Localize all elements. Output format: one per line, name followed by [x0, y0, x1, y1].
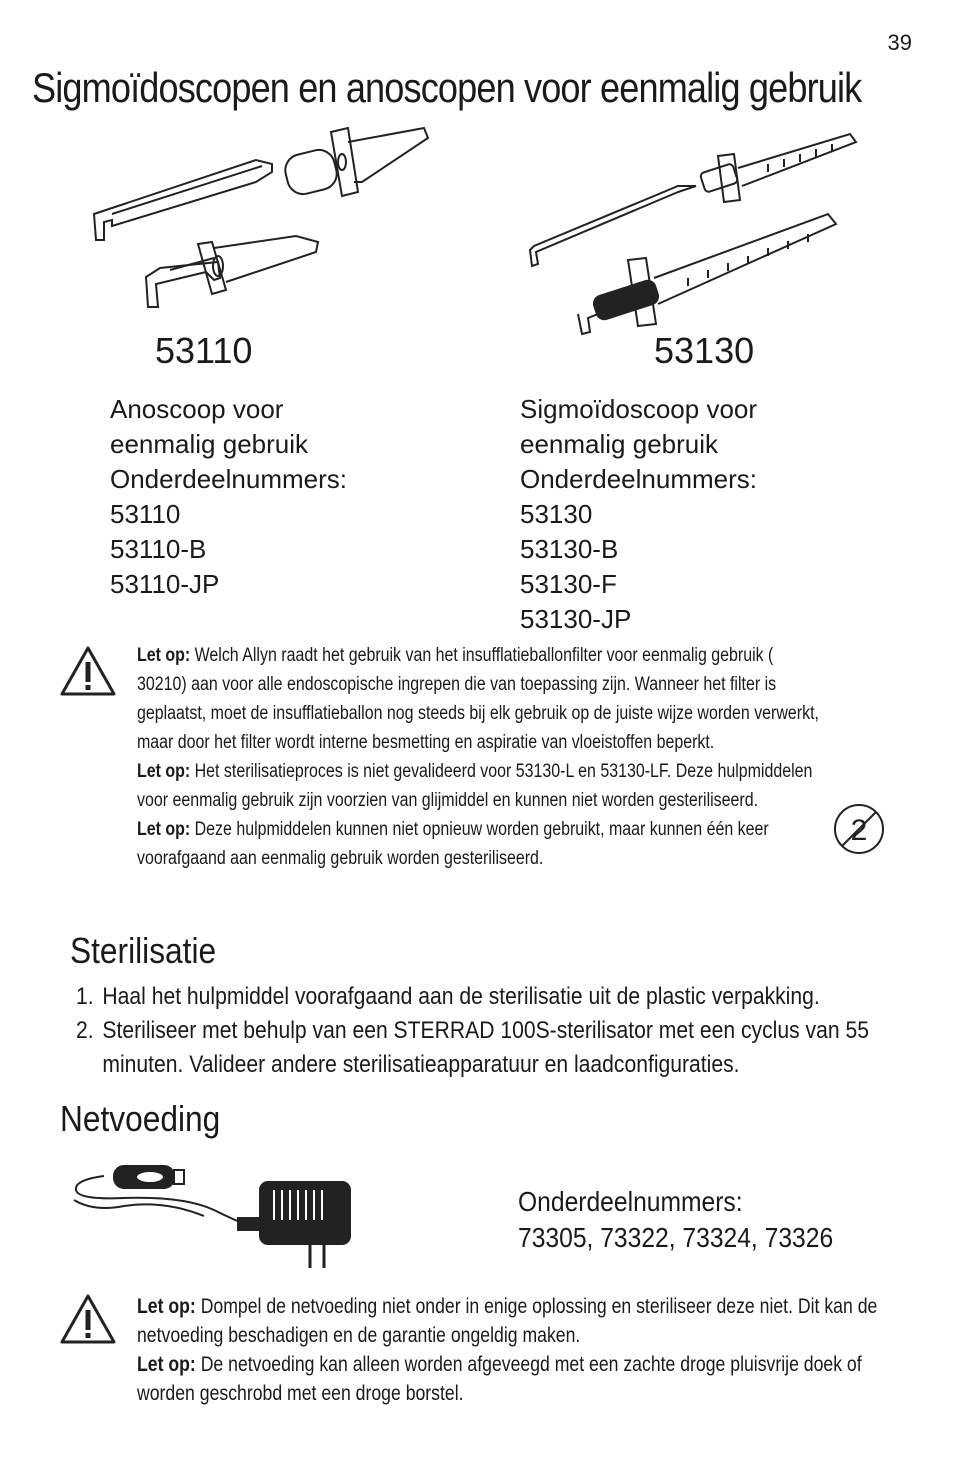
caution-notes-bottom [137, 1292, 893, 1408]
part-line: 53130-B [520, 534, 619, 564]
part-line: Onderdeelnummers: [110, 464, 347, 494]
model-53110: 53110 [155, 330, 253, 371]
part-line: Anoscoop voor [110, 394, 284, 424]
sigmoidoscope-part-list [520, 392, 757, 637]
model-53130: 53130 [654, 330, 755, 371]
power-adapter-illustration [64, 1160, 364, 1270]
caution-note: Let op: Deze hulpmiddelen kunnen niet opnieuw worden gebruikt, maar kunnen één keer voorafgaand aan eenmalig gebruik worden gesteriliseerd. [137, 819, 769, 869]
power-supply-heading: Netvoeding [60, 1098, 221, 1139]
page-number: 39 [887, 30, 912, 55]
part-line: 53130-JP [520, 604, 632, 634]
parts-label: Onderdeelnummers: [518, 1186, 743, 1217]
sterilisation-steps [76, 980, 921, 1082]
warning-icon [58, 1292, 118, 1346]
page-title: Sigmoïdoscopen en anoscopen voor eenmalig gebruik [32, 64, 862, 111]
list-item: 2. Steriliseer met behulp van een STERRAD 100S-sterilisator met een cyclus van 55 minuten. Valideer andere sterilisatieapparatuur en laadconfiguraties. [76, 1017, 869, 1078]
caution-note: Let op: Dompel de netvoeding niet onder in enige oplossing en steriliseer deze niet. Dit kan de netvoeding beschadigen en de garantie ongeldig maken. [137, 1295, 878, 1347]
part-line: 53110-JP [110, 569, 220, 599]
warning-icon [58, 644, 118, 698]
caution-note: Let op: Welch Allyn raadt het gebruik van het insufflatieballonfilter voor eenmalig gebruik ( 30210) aan voor alle endoscopische ingrepen die van toepassing zijn. Wanneer het filter is geplaatst, moet de insufflatieballon nog steeds bij elk gebruik op de juiste wijze worden verwerkt, maar door het filter wordt interne besmetting en aspiratie van vloeistoffen beperkt. [137, 645, 819, 753]
parts-values: 73305, 73322, 73324, 73326 [518, 1222, 834, 1253]
part-line: Onderdeelnummers: [520, 464, 757, 494]
anoscope-part-list [110, 392, 347, 602]
part-line: eenmalig gebruik [520, 429, 719, 459]
caution-notes-top [137, 641, 826, 873]
svg-text:2: 2 [850, 814, 868, 847]
caution-note: Let op: Het sterilisatieproces is niet gevalideerd voor 53130-L en 53130-LF. Deze hulpmiddelen voor eenmalig gebruik zijn voorzien van glijmiddel en kunnen niet worden gesteriliseerd. [137, 761, 813, 811]
part-line: 53130-F [520, 569, 617, 599]
part-line: eenmalig gebruik [110, 429, 309, 459]
part-line: 53130 [520, 499, 593, 529]
anoscope-illustration [86, 122, 436, 312]
part-line: Sigmoïdoscoop voor [520, 394, 758, 424]
sterilisation-heading: Sterilisatie [70, 930, 217, 971]
list-item: 1. Haal het hulpmiddel voorafgaand aan de sterilisatie uit de plastic verpakking. [76, 983, 820, 1010]
sigmoidoscope-illustration [528, 128, 858, 348]
do-not-resterilize-icon [832, 802, 886, 856]
power-supply-parts [518, 1184, 833, 1256]
part-line: 53110 [110, 499, 181, 529]
caution-note: Let op: De netvoeding kan alleen worden afgeveegd met een zachte droge pluisvrije doek of worden geschrobd met een droge borstel. [137, 1353, 862, 1405]
part-line: 53110-B [110, 534, 207, 564]
